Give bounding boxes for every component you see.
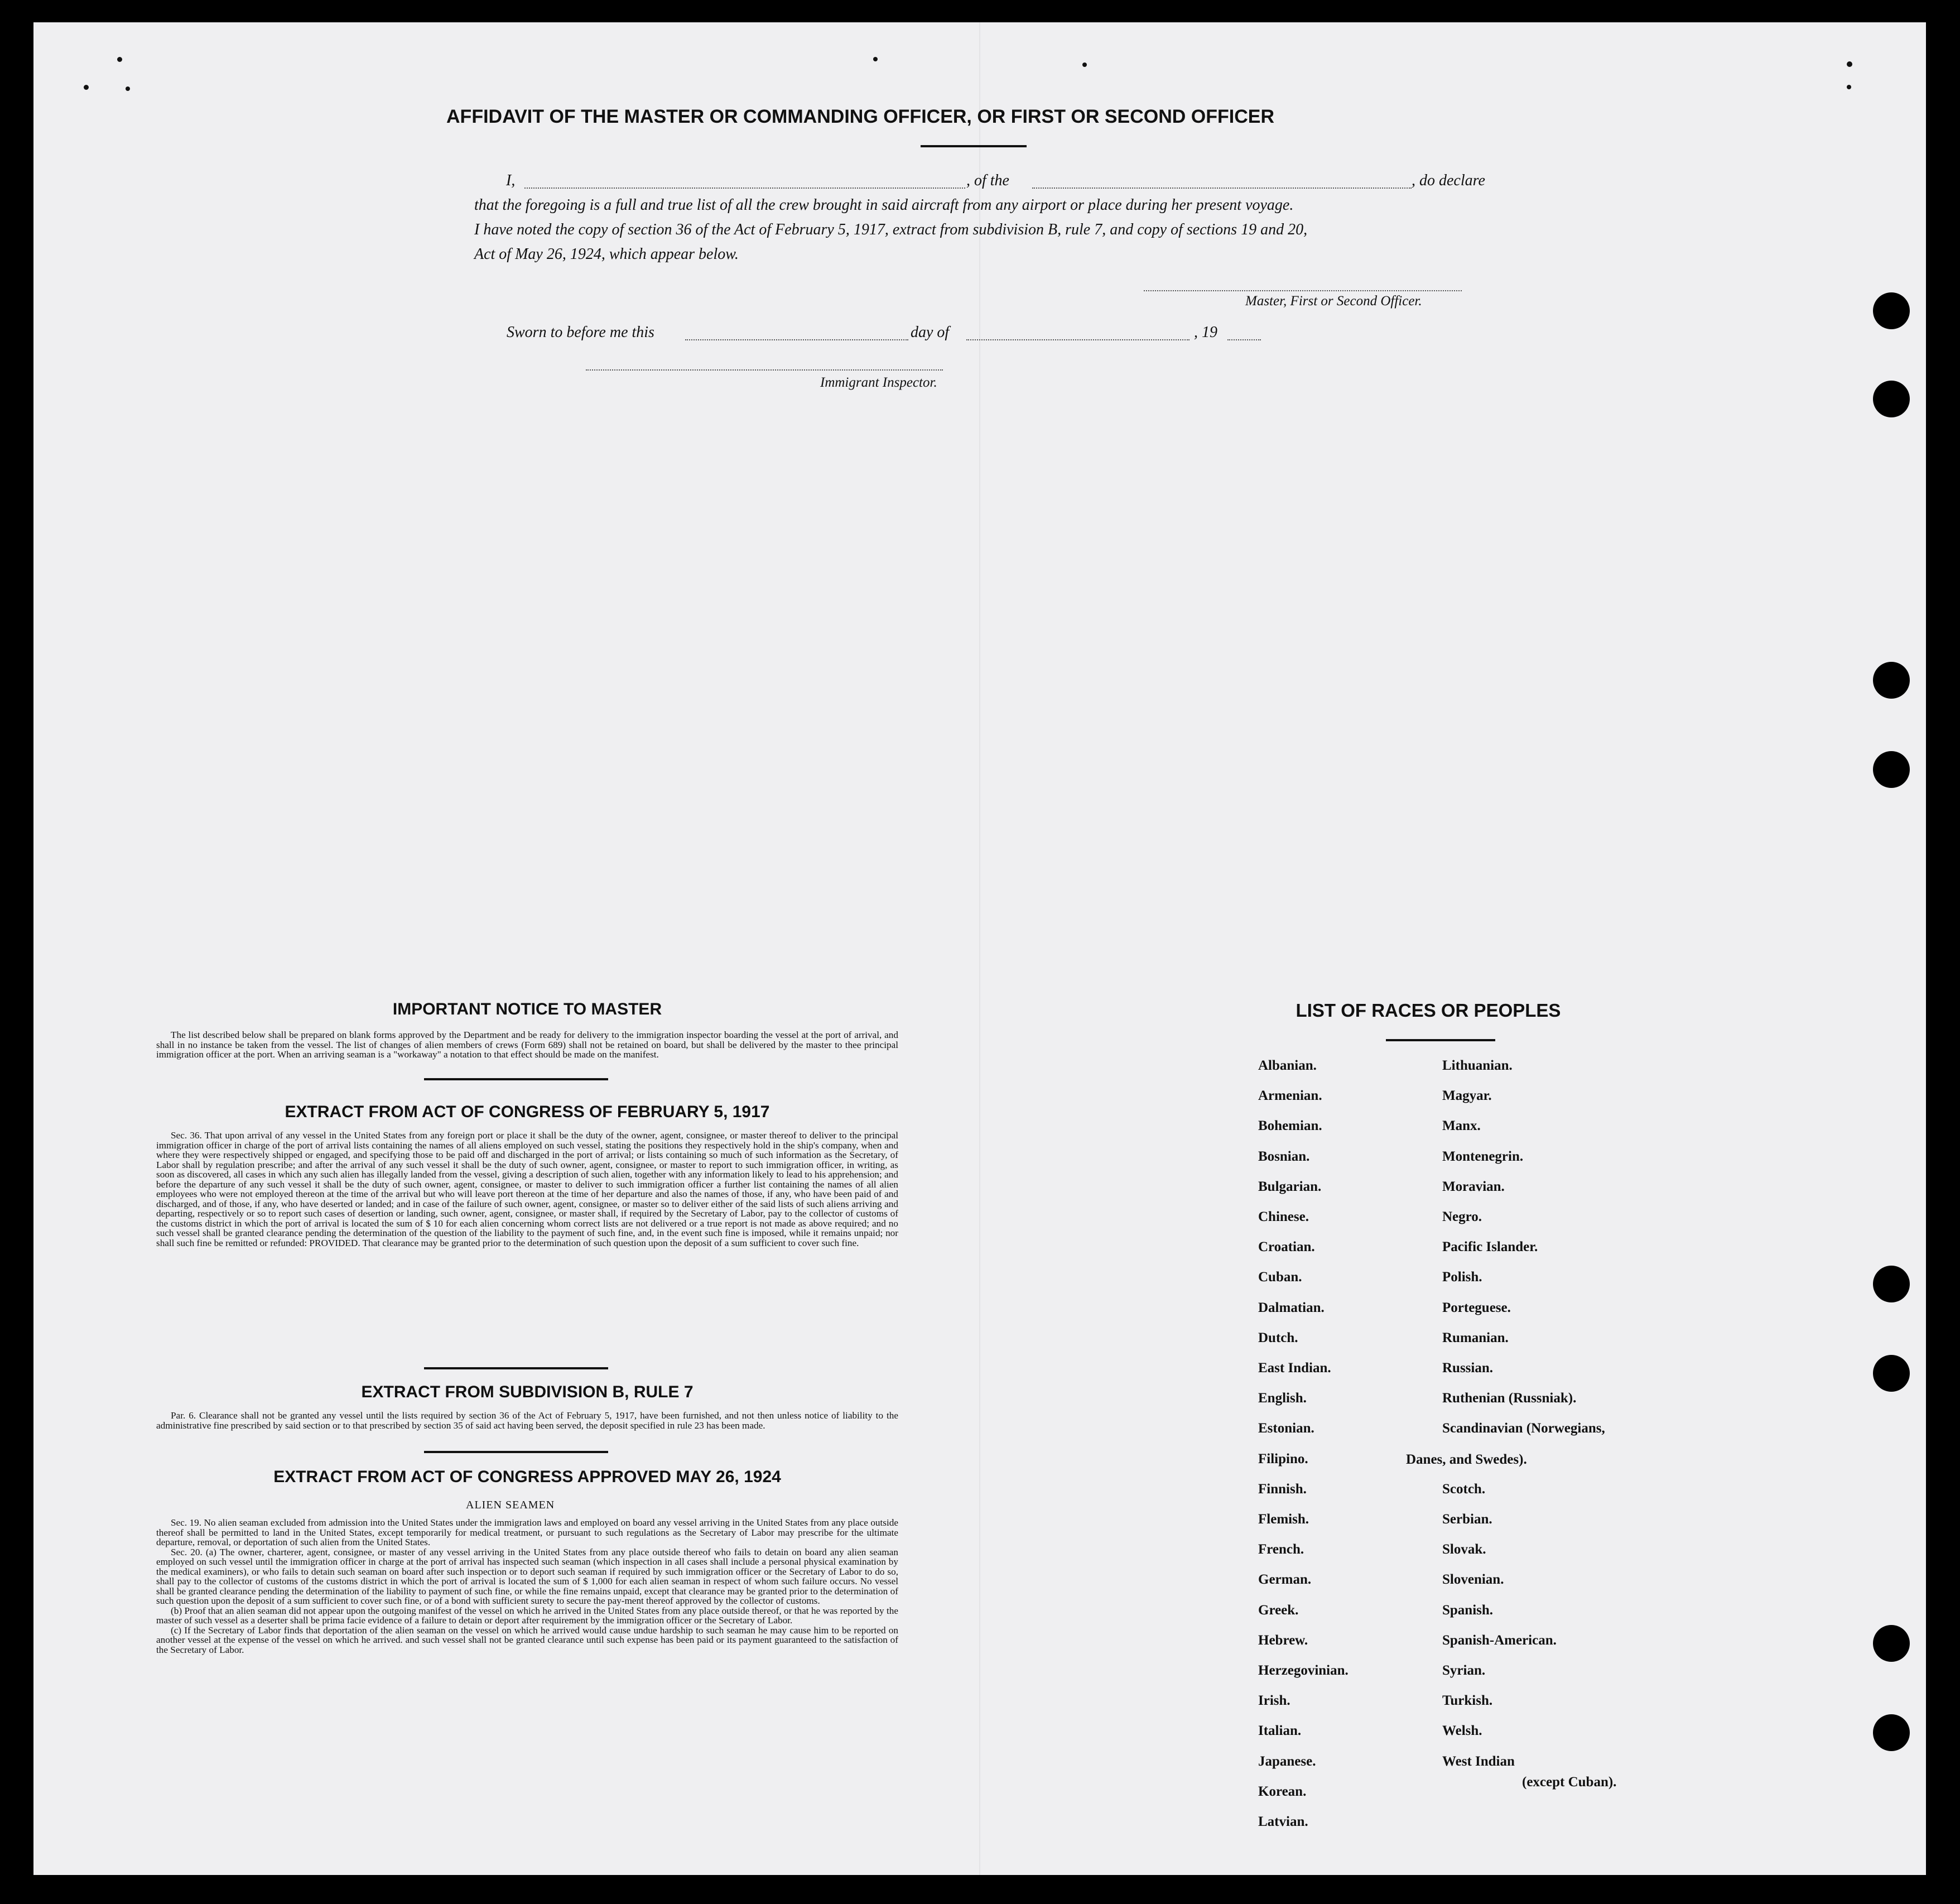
sec-20c-paragraph: (c) If the Secretary of Labor finds that deportation of the alien seaman on the vessel on which he arrived would cause undue hardship to such seaman he may cause him to be reported on another vessel at the expense of the vessel on which he arrived. and such vessel shall not be granted clearance until such expense has been paid or its payment guaranteed to the satisfaction of the Secretary of Labor. bbox=[156, 1624, 898, 1655]
section-rule bbox=[424, 1367, 608, 1369]
speck bbox=[1847, 85, 1851, 89]
race-item: Slovenian. bbox=[1442, 1572, 1504, 1588]
rule-7-paragraph: Par. 6. Clearance shall not be granted any vessel until the lists required by section 36 of the Act of February 5, 1917, have been furnished, and not then unless notice of liability to the administrative fine prescribed by said section or to that prescribed by section 35 of said act having been served, the deposit specified in rule 23 has been made. bbox=[156, 1410, 898, 1431]
race-item: Dutch. bbox=[1258, 1330, 1298, 1345]
affidavit-i: I, bbox=[506, 172, 516, 189]
title-rule bbox=[921, 145, 1027, 147]
aircraft-field[interactable] bbox=[1032, 187, 1412, 189]
sec-20b-paragraph: (b) Proof that an alien seaman did not appear upon the outgoing manifest of the vessel on which he arrived in the United States from any place outside thereof, or that he was reported by the master of such vessel as a deserter shall be prima facie evidence of a failure to detain or deport after requirement by the immigration officer or the Secretary of Labor. bbox=[156, 1605, 898, 1626]
race-item: Serbian. bbox=[1442, 1512, 1492, 1527]
name-field[interactable] bbox=[524, 187, 965, 189]
year-text: , 19 bbox=[1194, 324, 1217, 341]
race-item: Korean. bbox=[1258, 1783, 1307, 1799]
race-item: Finnish. bbox=[1258, 1481, 1307, 1497]
race-continuation: (except Cuban). bbox=[1522, 1775, 1617, 1790]
notice-text bbox=[156, 1030, 898, 1060]
race-item: Spanish-American. bbox=[1442, 1632, 1557, 1648]
extract-1917-title: EXTRACT FROM ACT OF CONGRESS OF FEBRUARY 5, 1917 bbox=[285, 1103, 770, 1121]
rule-7-title: EXTRACT FROM SUBDIVISION B, RULE 7 bbox=[361, 1383, 694, 1401]
race-item: Negro. bbox=[1442, 1209, 1482, 1224]
sec-19-paragraph: Sec. 19. No alien seaman excluded from admission into the United States under the immigration laws and employed on board any vessel arriving in the United States from any place outside thereof shall be permitted to land in the United States, except temporarily for medical treatment, or pursuant to such regulations as the Secretary of Labor may prescribe for the ultimate departure, removal, or deportation of such alien from the United States. bbox=[156, 1517, 898, 1547]
race-item: Albanian. bbox=[1258, 1058, 1317, 1073]
speck bbox=[1082, 62, 1087, 67]
race-item: Lithuanian. bbox=[1442, 1058, 1513, 1073]
punch-hole bbox=[1873, 1266, 1910, 1302]
race-item: Ruthenian (Russniak). bbox=[1442, 1391, 1577, 1406]
race-continuation: Danes, and Swedes). bbox=[1406, 1452, 1527, 1467]
punch-hole bbox=[1873, 1625, 1910, 1662]
race-item: Dalmatian. bbox=[1258, 1300, 1325, 1315]
alien-seamen-subtitle: ALIEN SEAMEN bbox=[466, 1499, 555, 1511]
race-item: Magyar. bbox=[1442, 1088, 1492, 1104]
race-item: Spanish. bbox=[1442, 1602, 1494, 1618]
race-item: Hebrew. bbox=[1258, 1632, 1308, 1648]
race-item: Welsh. bbox=[1442, 1723, 1482, 1739]
form-page bbox=[33, 22, 1926, 1875]
sworn-month-field[interactable] bbox=[966, 339, 1190, 340]
sworn-day-field[interactable] bbox=[685, 339, 908, 340]
race-item: Herzegovinian. bbox=[1258, 1663, 1349, 1678]
race-item: East Indian. bbox=[1258, 1360, 1331, 1376]
races-rule bbox=[1386, 1039, 1495, 1041]
punch-hole bbox=[1873, 1355, 1910, 1392]
race-item: Bohemian. bbox=[1258, 1118, 1322, 1134]
race-item: Scotch. bbox=[1442, 1481, 1486, 1497]
sec-20a-paragraph: Sec. 20. (a) The owner, charterer, agent, consignee, or master of any vessel arriving in the United States from any place outside thereof who fails to detain on board any alien seaman employed on such vessel until the immigration officer in charge at the port of arrival has inspected such seaman (which inspection in all cases shall include a personal physical examination by the medical examiners), or who fails to detain such seaman on board after such inspection or to deport such seaman if required by such immigration officer or the Secretary of Labor to do so, shall pay to the collector of customs of the customs district in which the port of arrival is located the sum of $ 1,000 for each alien seaman in respect of whom such failure occurs. No vessel shall be granted clearance pending the determination of the liability to payment of such fine, or while the fine remains unpaid, except that clearance may be granted prior to the determination of such question upon the deposit of a sum sufficient to cover such fine, or of a bond with sufficient surety to secure the pay-ment thereof approved by the collector of customs. bbox=[156, 1546, 898, 1606]
race-item: Chinese. bbox=[1258, 1209, 1309, 1224]
race-item: Filipino. bbox=[1258, 1451, 1308, 1467]
race-item: Russian. bbox=[1442, 1360, 1494, 1376]
affidavit-line-3: I have noted the copy of section 36 of the Act of February 5, 1917, extract from subdivision B, rule 7, and copy of sections 19 and 20, bbox=[474, 221, 1308, 238]
race-item: Estonian. bbox=[1258, 1421, 1314, 1436]
affidavit-line-2: that the foregoing is a full and true list of all the crew brought in said aircraft from any airport or place during her present voyage. bbox=[474, 196, 1294, 214]
race-item: Turkish. bbox=[1442, 1693, 1493, 1709]
affidavit-line-4: Act of May 26, 1924, which appear below. bbox=[474, 246, 739, 263]
section-rule bbox=[424, 1451, 608, 1453]
race-item: German. bbox=[1258, 1572, 1312, 1588]
punch-hole bbox=[1873, 381, 1910, 417]
speck bbox=[117, 57, 122, 62]
race-item: Pacific Islander. bbox=[1442, 1239, 1538, 1255]
extract-1924-text bbox=[156, 1518, 898, 1655]
inspector-signature-field[interactable] bbox=[586, 369, 943, 371]
race-item: English. bbox=[1258, 1391, 1307, 1406]
sworn-text: Sworn to before me this bbox=[507, 324, 654, 341]
year-field[interactable] bbox=[1227, 339, 1261, 340]
extract-1917-text bbox=[156, 1131, 898, 1248]
race-item: West Indian bbox=[1442, 1753, 1515, 1769]
inspector-label: Immigrant Inspector. bbox=[820, 375, 937, 390]
rule-7-text bbox=[156, 1411, 898, 1430]
race-item: Irish. bbox=[1258, 1693, 1290, 1709]
race-item: Porteguese. bbox=[1442, 1300, 1511, 1315]
section-rule bbox=[424, 1078, 608, 1080]
speck bbox=[126, 86, 130, 91]
punch-hole bbox=[1873, 662, 1910, 699]
punch-hole bbox=[1873, 1714, 1910, 1751]
race-item: Slovak. bbox=[1442, 1542, 1486, 1557]
affidavit-declare: , do declare bbox=[1412, 172, 1485, 189]
race-item: Moravian. bbox=[1442, 1179, 1505, 1194]
day-of-text: day of bbox=[911, 324, 950, 341]
race-item: Polish. bbox=[1442, 1270, 1482, 1285]
race-item: Scandinavian (Norwegians, bbox=[1442, 1421, 1605, 1436]
race-item: Japanese. bbox=[1258, 1753, 1316, 1769]
extract-1924-title: EXTRACT FROM ACT OF CONGRESS APPROVED MAY 26, 1924 bbox=[273, 1468, 781, 1486]
race-item: Montenegrin. bbox=[1442, 1148, 1524, 1164]
affidavit-title: AFFIDAVIT OF THE MASTER OR COMMANDING OFFICER, OR FIRST OR SECOND OFFICER bbox=[446, 106, 1274, 127]
race-item: French. bbox=[1258, 1542, 1304, 1557]
punch-hole bbox=[1873, 292, 1910, 329]
race-item: Flemish. bbox=[1258, 1512, 1309, 1527]
races-title: LIST OF RACES OR PEOPLES bbox=[1296, 1000, 1561, 1021]
punch-hole bbox=[1873, 751, 1910, 788]
speck bbox=[1847, 61, 1852, 67]
extract-1917-paragraph: Sec. 36. That upon arrival of any vessel in the United States from any foreign port or place it shall be the duty of the owner, agent, consignee, or master thereof to deliver to the principal immigration officer in charge of the port of arrival lists containing the names of all aliens employed on such vessel, stating the positions they respectively hold in the ship's company, when and where they were respectively shipped or engaged, and specifying those to be paid off and discharged in the port of arrival; or lists containing so much of such information as the Secretary, of Labor shall by regulation prescribe; and after the arrival of any such vessel it shall be the duty of such owner, agent, consignee, or master to report to such immigration officer, in writing, as soon as discovered, all cases in which any such alien has illegally landed from the vessel, giving a description of such alien, together with any information likely to lead to his apprehension; and before the departure of any such vessel it shall be the duty of such owner, agent, consignee, or master to deliver to such immigration officer a further list containing the names of all alien employees who were not employed thereon at the time of the arrival but who will leave port thereon at the time of her departure and also the names of those, if any, who have been paid of and discharged, and of those, if any, who have deserted or landed; and in case of the failure of such owner, agent, consignee, or master so to deliver either of the said lists of such aliens arriving and departing, respectively or so to report such cases of desertion or landing, such owner, agent, consignee, or master shall, if required by the Secretary of Labor, pay to the collector of customs of the customs district in which the port of arrival is located the sum of $ 10 for each alien concerning whom correct lists are not delivered or a true report is not made as above required; and no such vessel shall be granted clearance pending the determination of the question of the liability to the payment of such fine, and, in the event such fine is imposed, while it remains unpaid; nor shall such fine be remitted or refunded: PROVIDED. That clearance may be granted prior to the determination of such question upon the deposit of a sum sufficient to cover such fine. bbox=[156, 1130, 898, 1248]
speck bbox=[873, 57, 878, 61]
race-item: Croatian. bbox=[1258, 1239, 1315, 1255]
race-item: Manx. bbox=[1442, 1118, 1481, 1134]
race-item: Syrian. bbox=[1442, 1663, 1486, 1678]
race-item: Latvian. bbox=[1258, 1814, 1308, 1829]
race-item: Cuban. bbox=[1258, 1270, 1302, 1285]
speck bbox=[84, 85, 89, 90]
master-signature-field[interactable] bbox=[1144, 290, 1462, 291]
affidavit-of-the: , of the bbox=[966, 172, 1009, 189]
notice-title: IMPORTANT NOTICE TO MASTER bbox=[392, 1000, 662, 1018]
page-fold bbox=[979, 22, 980, 1875]
race-item: Bosnian. bbox=[1258, 1148, 1310, 1164]
race-item: Rumanian. bbox=[1442, 1330, 1509, 1345]
race-item: Armenian. bbox=[1258, 1088, 1322, 1104]
race-item: Italian. bbox=[1258, 1723, 1302, 1739]
race-item: Bulgarian. bbox=[1258, 1179, 1322, 1194]
race-item: Greek. bbox=[1258, 1602, 1299, 1618]
master-label: Master, First or Second Officer. bbox=[1245, 294, 1422, 309]
notice-paragraph: The list described below shall be prepared on blank forms approved by the Department and be ready for delivery to the immigration inspector boarding the vessel at the port of arrival, and shall in no instance be taken from the vessel. The list of changes of alien members of crews (Form 689) shall not be retained on board, but shall be delivered by the master to thee principal immigration officer at the port. When an arriving seaman is a "workaway" a notation to that effect should be made on the manifest. bbox=[156, 1030, 898, 1060]
